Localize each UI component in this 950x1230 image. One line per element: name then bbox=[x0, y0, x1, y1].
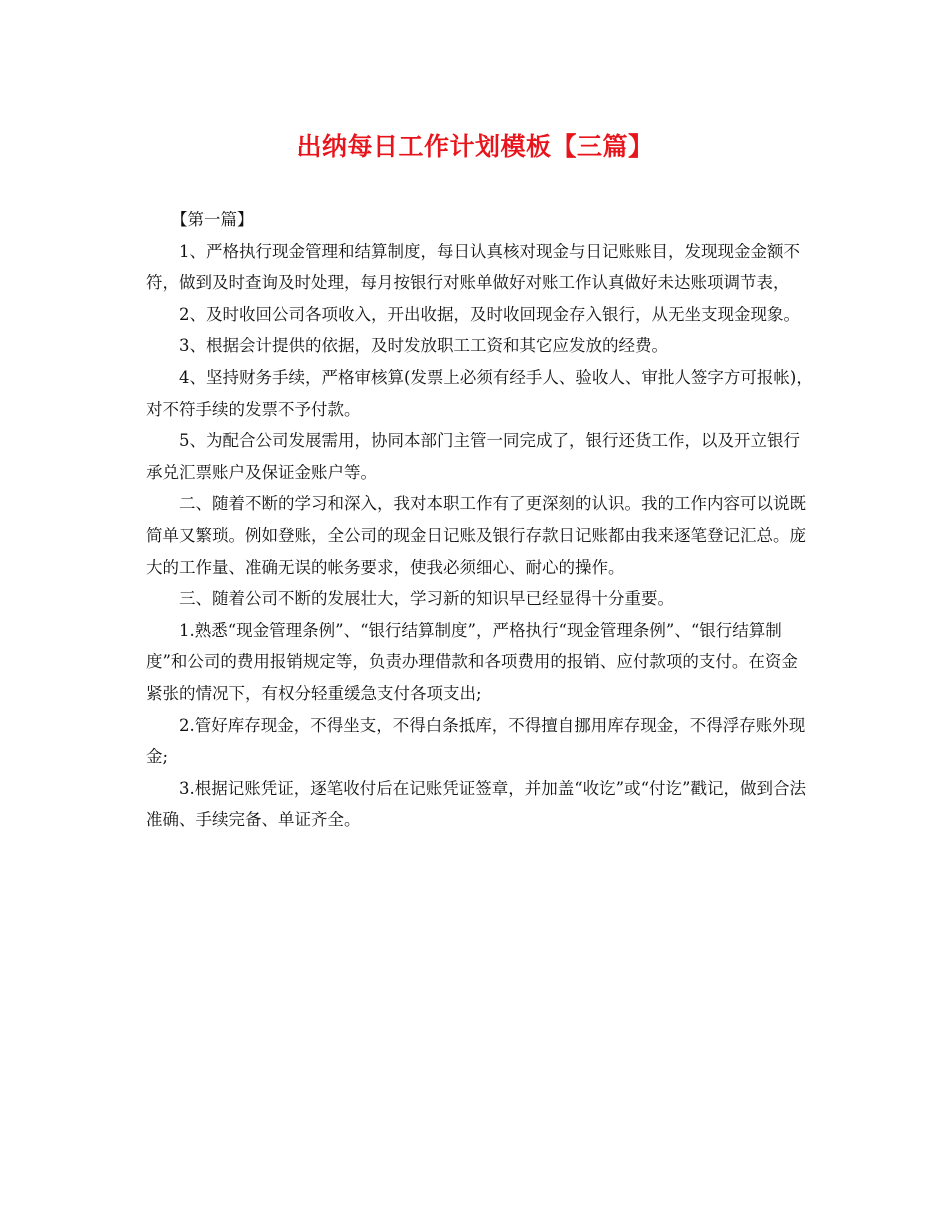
paragraph-2: 2、及时收回公司各项收入，开出收据，及时收回现金存入银行，从无坐支现金现象。 bbox=[179, 304, 800, 324]
paragraph-3: 3、根据会计提供的依据，及时发放职工工资和其它应发放的经费。 bbox=[179, 336, 668, 356]
document-body bbox=[146, 204, 814, 836]
paragraph-section-three: 三、随着公司不断的发展壮大，学习新的知识早已经显得十分重要。 bbox=[179, 589, 674, 609]
section-heading-first: 【第一篇】 bbox=[171, 210, 254, 229]
paragraph-item-1: 1.熟悉“现金管理条例”、“银行结算制度”，严格执行“现金管理条例”、“银行结算制度”和公司的费用报销规定等，负责办理借款和各项费用的报销、应付款项的支付。在资金紧张的情况下，有权分轻重缓急支付各项支出; bbox=[146, 620, 798, 703]
paragraph-section-two: 二、随着不断的学习和深入，我对本职工作有了更深刻的认识。我的工作内容可以说既简单又繁琐。例如登账，全公司的现金日记账及银行存款日记账都由我来逐笔登记汇总。庞大的工作量、准确无误的帐务要求，使我必须细心、耐心的操作。 bbox=[146, 494, 806, 577]
paragraph-item-3: 3.根据记账凭证，逐笔收付后在记账凭证签章，并加盖“收讫”或“付讫”戳记，做到合法准确、手续完备、单证齐全。 bbox=[146, 778, 806, 830]
paragraph-4: 4、坚持财务手续，严格审核算(发票上必须有经手人、验收人、审批人签字方可报帐)，对不符手续的发票不予付款。 bbox=[146, 367, 813, 419]
paragraph-1: 1、严格执行现金管理和结算制度，每日认真核对现金与日记账账目，发现现金金额不符，做到及时查询及时处理，每月按银行对账单做好对账工作认真做好未达账项调节表， bbox=[146, 241, 800, 293]
document-title: 出纳每日工作计划模板【三篇】 bbox=[296, 132, 654, 161]
paragraph-5: 5、为配合公司发展需用，协同本部门主管一同完成了，银行还货工作，以及开立银行承兑汇票账户及保证金账户等。 bbox=[146, 431, 800, 482]
paragraph-item-2: 2.管好库存现金，不得坐支，不得白条抵库，不得擅自挪用库存现金，不得浮存账外现金; bbox=[146, 715, 806, 767]
